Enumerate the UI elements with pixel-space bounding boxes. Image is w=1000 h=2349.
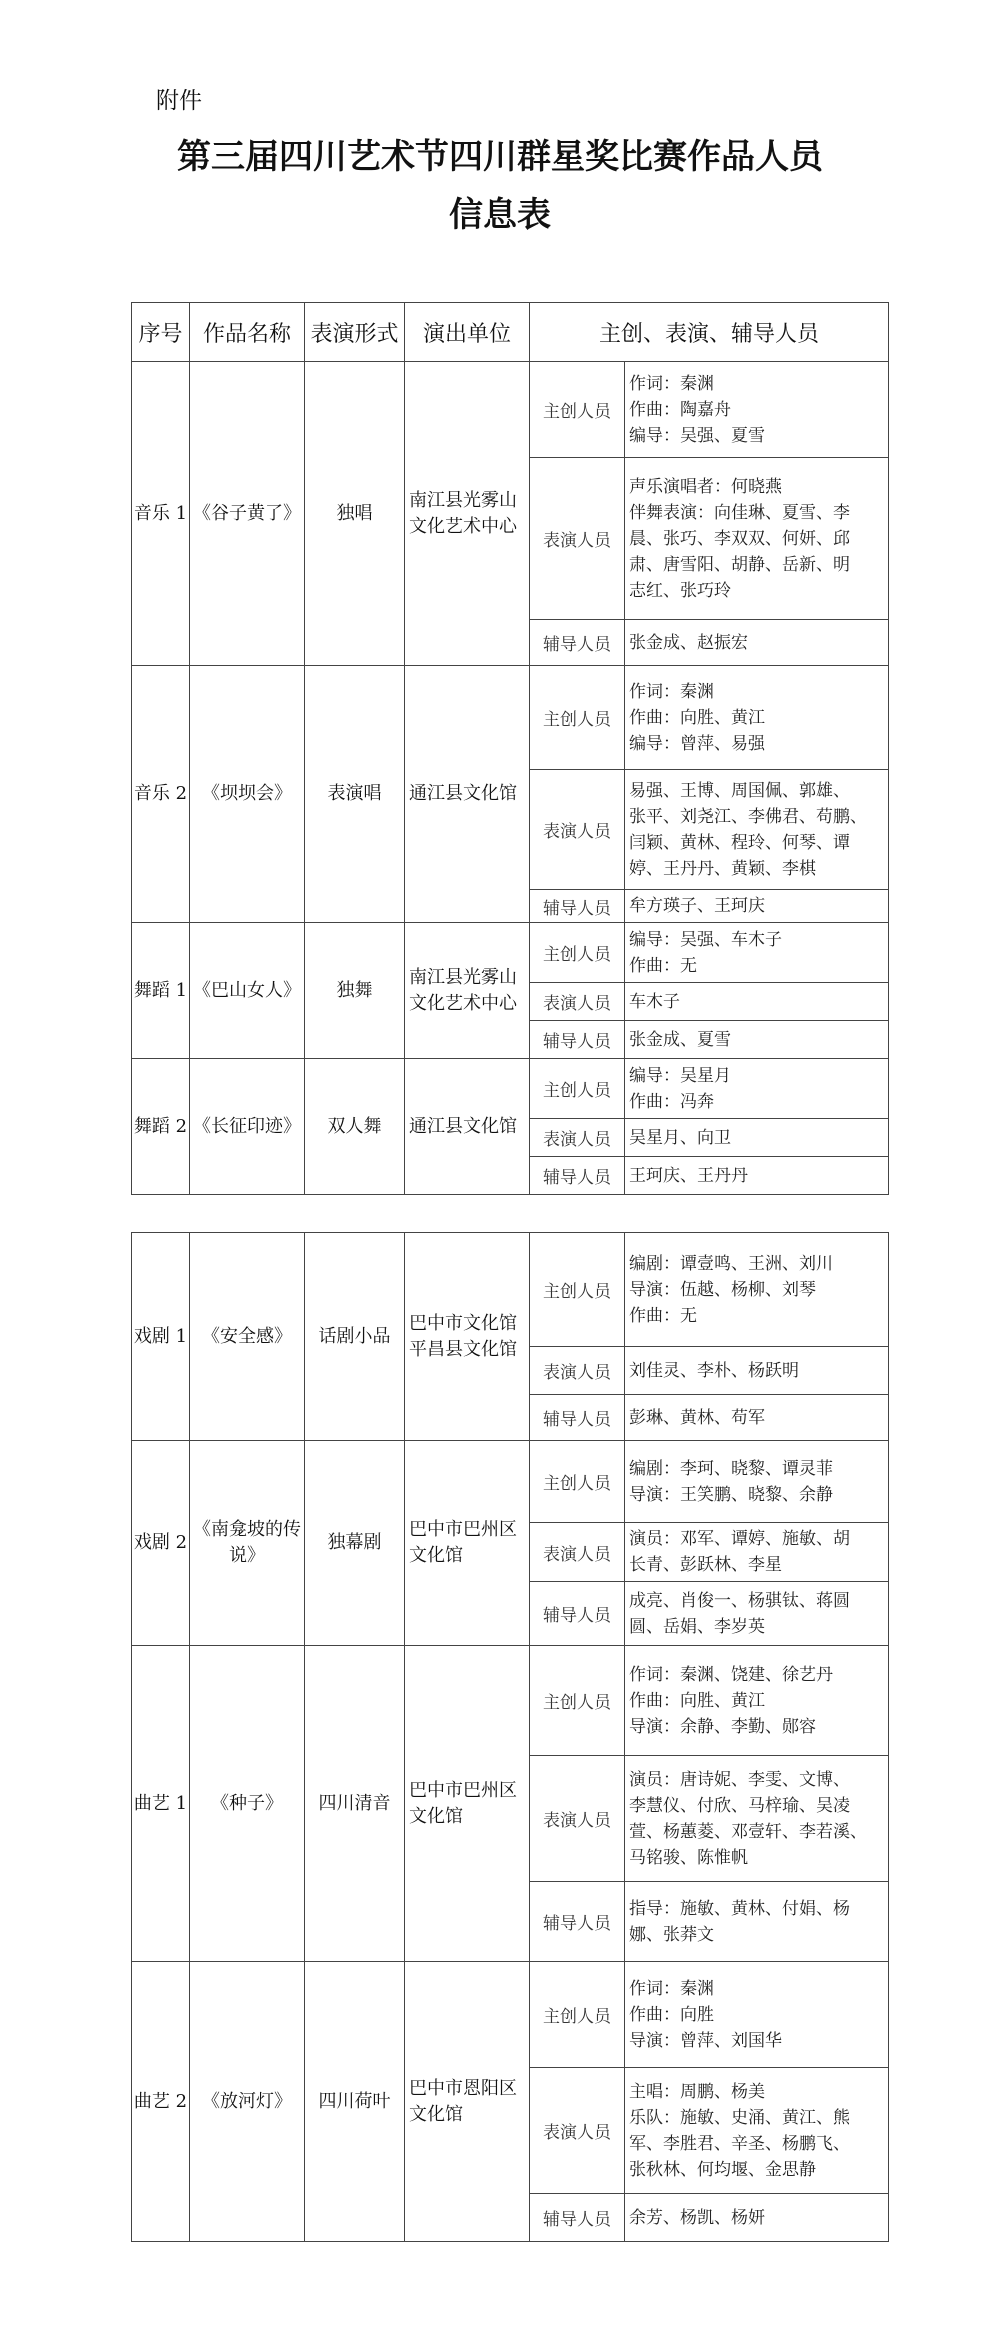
role-detail <box>625 1441 889 1523</box>
work-seq: 戏剧 1 <box>132 1233 190 1441</box>
page-title <box>0 128 1000 244</box>
role-line: 编导：吴强、夏雪 <box>629 425 765 446</box>
role-category: 主创人员 <box>530 1646 625 1756</box>
role-category: 辅导人员 <box>530 2194 625 2242</box>
table-row <box>132 362 889 458</box>
role-detail <box>625 923 889 983</box>
role-category: 表演人员 <box>530 2068 625 2194</box>
role-category: 表演人员 <box>530 1756 625 1882</box>
work-unit <box>405 1441 530 1646</box>
work-form: 独幕剧 <box>305 1441 405 1646</box>
role-line: 作词：秦渊 <box>629 1978 714 1999</box>
role-category: 主创人员 <box>530 1441 625 1523</box>
role-line: 作词：秦渊、饶建、徐艺丹 <box>629 1664 833 1685</box>
role-detail <box>625 1157 889 1195</box>
role-line: 马铭骏、陈惟帆 <box>629 1847 748 1868</box>
role-line: 晨、张巧、李双双、何妍、邱 <box>629 528 850 549</box>
role-line: 作曲：陶嘉舟 <box>629 399 731 420</box>
role-line: 长青、彭跃林、李星 <box>629 1555 782 1575</box>
table-row <box>132 1059 889 1119</box>
role-category: 主创人员 <box>530 923 625 983</box>
unit-line: 巴中市巴州区 <box>409 1519 517 1540</box>
unit-line: 巴中市巴州区 <box>409 1779 517 1801</box>
table-header-row <box>132 303 889 362</box>
role-line: 编导：曾萍、易强 <box>629 733 765 754</box>
role-category: 主创人员 <box>530 1233 625 1347</box>
attachment-label: 附件 <box>156 88 202 114</box>
role-line: 作词：秦渊 <box>629 373 714 394</box>
role-line: 导演：伍越、杨柳、刘琴 <box>629 1279 816 1300</box>
header-name: 作品名称 <box>190 303 305 362</box>
work-seq: 舞蹈 1 <box>132 923 190 1059</box>
role-line: 编剧：李珂、晓黎、谭灵菲 <box>629 1458 833 1479</box>
unit-line: 文化馆 <box>409 1805 463 1827</box>
role-line: 成亮、肖俊一、杨骐钛、蒋圆 <box>629 1590 850 1611</box>
role-detail <box>625 1582 889 1646</box>
role-category: 辅导人员 <box>530 1157 625 1195</box>
role-line: 导演：王笑鹏、晓黎、余静 <box>629 1484 833 1505</box>
work-form: 表演唱 <box>305 666 405 923</box>
work-name: 《长征印迹》 <box>190 1059 305 1195</box>
role-detail <box>625 1882 889 1962</box>
role-category: 主创人员 <box>530 1059 625 1119</box>
table-row <box>132 1441 889 1523</box>
role-detail <box>625 1119 889 1157</box>
title-line-1: 第三届四川艺术节四川群星奖比赛作品人员 <box>177 137 823 177</box>
table-row <box>132 923 889 983</box>
role-line: 肃、唐雪阳、胡静、岳新、明 <box>629 554 850 575</box>
work-name: 《放河灯》 <box>190 1962 305 2242</box>
table-row <box>132 666 889 770</box>
role-line: 志红、张巧玲 <box>629 580 731 601</box>
role-category: 辅导人员 <box>530 890 625 923</box>
work-form: 四川清音 <box>305 1646 405 1962</box>
work-unit <box>405 923 530 1059</box>
staff-table-2 <box>131 1232 889 2242</box>
unit-line: 通江县文化馆 <box>409 783 517 804</box>
role-line: 作曲：向胜、黄江 <box>629 1690 765 1711</box>
role-category: 表演人员 <box>530 458 625 620</box>
role-category: 表演人员 <box>530 1119 625 1157</box>
role-category: 辅导人员 <box>530 1395 625 1441</box>
work-name: 《坝坝会》 <box>190 666 305 923</box>
unit-line: 平昌县文化馆 <box>409 1338 517 1360</box>
role-line: 编剧：谭壹鸣、王洲、刘川 <box>629 1253 833 1274</box>
role-detail <box>625 1347 889 1395</box>
work-name: 《种子》 <box>190 1646 305 1962</box>
header-unit: 演出单位 <box>405 303 530 362</box>
unit-line: 南江县光雾山 <box>409 966 517 988</box>
work-seq: 曲艺 1 <box>132 1646 190 1962</box>
role-line: 张秋林、何均堰、金思静 <box>629 2159 816 2180</box>
role-detail <box>625 362 889 458</box>
work-name: 《谷子黄了》 <box>190 362 305 666</box>
role-category: 辅导人员 <box>530 1021 625 1059</box>
table-row <box>132 1962 889 2068</box>
role-category: 辅导人员 <box>530 1582 625 1646</box>
role-line: 易强、王博、周国佩、郭雄、 <box>629 780 850 801</box>
role-detail <box>625 620 889 666</box>
role-category: 辅导人员 <box>530 620 625 666</box>
role-category: 辅导人员 <box>530 1882 625 1962</box>
role-detail <box>625 1523 889 1582</box>
role-line: 导演：曾萍、刘国华 <box>629 2030 782 2051</box>
role-line: 作曲：无 <box>629 955 697 976</box>
role-line: 张金成、赵振宏 <box>629 632 748 653</box>
role-detail <box>625 1233 889 1347</box>
unit-line: 文化馆 <box>409 2103 463 2125</box>
work-unit <box>405 1646 530 1962</box>
role-line: 导演：余静、李勤、郧容 <box>629 1716 816 1737</box>
role-line: 彭琳、黄林、苟军 <box>629 1407 765 1428</box>
work-seq: 舞蹈 2 <box>132 1059 190 1195</box>
table-row <box>132 1646 889 1756</box>
role-line: 张平、刘尧江、李佛君、苟鹏、 <box>629 806 867 827</box>
role-line: 余芳、杨凯、杨妍 <box>629 2207 765 2228</box>
role-line: 声乐演唱者：何晓燕 <box>629 476 782 497</box>
role-line: 娜、张莽文 <box>629 1924 714 1945</box>
role-detail <box>625 770 889 890</box>
role-detail <box>625 666 889 770</box>
work-unit <box>405 1059 530 1195</box>
role-line: 编导：吴强、车木子 <box>629 929 782 950</box>
work-unit <box>405 1962 530 2242</box>
work-form: 独唱 <box>305 362 405 666</box>
work-unit <box>405 1233 530 1441</box>
role-line: 圆、岳娟、李岁英 <box>629 1616 765 1637</box>
work-form: 双人舞 <box>305 1059 405 1195</box>
role-line: 婷、王丹丹、黄颖、李棋 <box>629 858 816 879</box>
role-line: 李慧仪、付欣、马梓瑜、吴凌 <box>629 1795 850 1816</box>
role-line: 吴星月、向卫 <box>629 1127 731 1148</box>
unit-line: 巴中市文化馆 <box>409 1312 517 1334</box>
role-line: 军、李胜君、辛圣、杨鹏飞、 <box>629 2133 850 2154</box>
role-line: 王珂庆、王丹丹 <box>629 1165 748 1186</box>
role-line: 作曲：无 <box>629 1305 697 1326</box>
work-form: 话剧小品 <box>305 1233 405 1441</box>
role-detail <box>625 1646 889 1756</box>
role-line: 萱、杨蕙菱、邓壹轩、李若溪、 <box>629 1821 867 1842</box>
unit-line: 文化艺术中心 <box>409 515 517 537</box>
role-category: 表演人员 <box>530 1523 625 1582</box>
work-form: 四川荷叶 <box>305 1962 405 2242</box>
role-line: 车木子 <box>629 991 680 1012</box>
role-line: 伴舞表演：向佳琳、夏雪、李 <box>629 502 850 523</box>
work-seq: 音乐 2 <box>132 666 190 923</box>
role-category: 主创人员 <box>530 362 625 458</box>
staff-table-1 <box>131 302 889 1195</box>
role-line: 闫颖、黄林、程玲、何琴、谭 <box>629 832 850 853</box>
work-unit <box>405 666 530 923</box>
role-detail <box>625 1962 889 2068</box>
role-category: 主创人员 <box>530 1962 625 2068</box>
role-category: 表演人员 <box>530 983 625 1021</box>
work-form: 独舞 <box>305 923 405 1059</box>
work-name: 《巴山女人》 <box>190 923 305 1059</box>
work-name: 《南龛坡的传说》 <box>190 1441 305 1646</box>
role-category: 主创人员 <box>530 666 625 770</box>
header-seq: 序号 <box>132 303 190 362</box>
unit-line: 南江县光雾山 <box>409 489 517 511</box>
role-line: 牟方瑛子、王珂庆 <box>629 896 765 916</box>
role-detail <box>625 2194 889 2242</box>
work-name: 《安全感》 <box>190 1233 305 1441</box>
role-line: 刘佳灵、李朴、杨跃明 <box>629 1360 799 1381</box>
role-detail <box>625 2068 889 2194</box>
work-seq: 音乐 1 <box>132 362 190 666</box>
role-line: 作曲：向胜、黄江 <box>629 707 765 728</box>
unit-line: 文化艺术中心 <box>409 992 517 1014</box>
work-unit <box>405 362 530 666</box>
unit-line: 通江县文化馆 <box>409 1115 517 1137</box>
unit-line: 文化馆 <box>409 1545 463 1566</box>
title-line-2: 信息表 <box>449 195 551 235</box>
role-line: 指导：施敏、黄林、付娟、杨 <box>629 1898 850 1919</box>
header-form: 表演形式 <box>305 303 405 362</box>
role-line: 主唱：周鹏、杨美 <box>629 2081 765 2102</box>
role-detail <box>625 1021 889 1059</box>
header-staff: 主创、表演、辅导人员 <box>530 303 889 362</box>
role-line: 乐队：施敏、史涌、黄江、熊 <box>629 2107 850 2128</box>
role-category: 表演人员 <box>530 1347 625 1395</box>
role-line: 编导：吴星月 <box>629 1065 731 1086</box>
role-line: 作词：秦渊 <box>629 681 714 702</box>
work-seq: 曲艺 2 <box>132 1962 190 2242</box>
work-seq: 戏剧 2 <box>132 1441 190 1646</box>
role-detail <box>625 1395 889 1441</box>
role-category: 表演人员 <box>530 770 625 890</box>
table-body-2 <box>132 1233 889 2242</box>
role-detail <box>625 983 889 1021</box>
role-detail <box>625 458 889 620</box>
role-line: 作曲：冯奔 <box>629 1091 714 1112</box>
unit-line: 巴中市恩阳区 <box>409 2077 517 2099</box>
role-line: 演员：邓军、谭婷、施敏、胡 <box>629 1529 850 1549</box>
role-line: 作曲：向胜 <box>629 2004 714 2025</box>
role-line: 演员：唐诗妮、李雯、文博、 <box>629 1769 850 1790</box>
table-body-1 <box>132 362 889 1195</box>
role-detail <box>625 1756 889 1882</box>
table-row <box>132 1233 889 1347</box>
role-line: 张金成、夏雪 <box>629 1029 731 1050</box>
role-detail <box>625 890 889 923</box>
role-detail <box>625 1059 889 1119</box>
